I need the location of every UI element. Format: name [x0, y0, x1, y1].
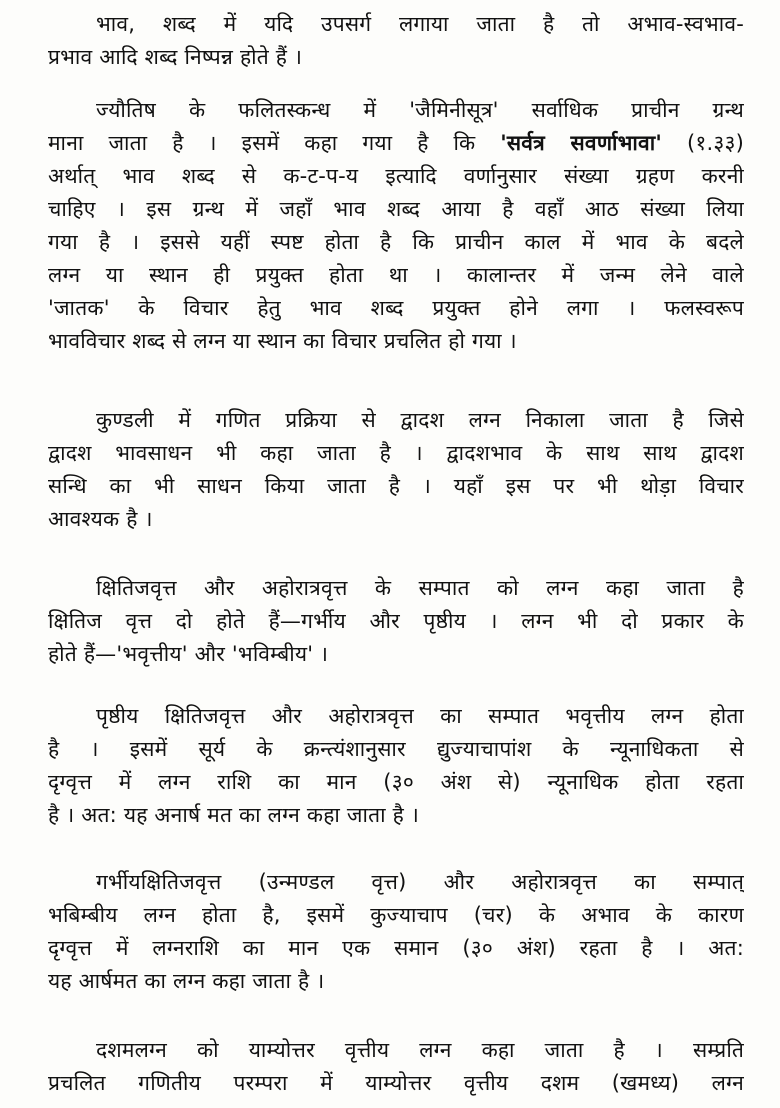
text-line: क्षितिज वृत्त दो होते हैं—गर्भीय और पृष्ठीय । लग्न भी दो प्रकार के: [48, 609, 744, 633]
paragraph-3: [48, 404, 744, 536]
text-line: दृग्वृत्त में लग्न राशि का मान (३० अंश से) न्यूनाधिक होता रहता: [48, 770, 744, 794]
sutra-quote: 'सर्वत्र सवर्णाभावा': [500, 131, 662, 155]
text-line: ज्यौतिष के फलितस्कन्ध में 'जैमिनीसूत्र' सर्वाधिक प्राचीन ग्रन्थ: [96, 98, 744, 122]
text-segment: माना जाता है । इसमें कहा गया है कि: [48, 131, 476, 155]
text-line: यह आर्षमत का लग्न कहा जाता है ।: [48, 969, 325, 993]
text-line: भावविचार शब्द से लग्न या स्थान का विचार प्रचलित हो गया ।: [48, 329, 517, 353]
text-line: सन्धि का भी साधन किया जाता है । यहाँ इस पर भी थोड़ा विचार: [48, 474, 744, 498]
text-line: भबिम्बीय लग्न होता है, इसमें कुज्याचाप (चर) के अभाव के कारण: [48, 903, 744, 927]
text-line-with-quote: [48, 127, 744, 160]
text-line: है । अत: यह अनार्ष मत का लग्न कहा जाता है ।: [48, 803, 419, 827]
text-line: दृग्वृत्त में लग्नराशि का मान एक समान (३० अंश) रहता है । अत:: [48, 936, 744, 960]
text-line: दशमलग्न को याम्योत्तर वृत्तीय लग्न कहा जाता है । सम्प्रति: [96, 1038, 744, 1062]
sutra-reference: (१.३३): [686, 131, 744, 155]
paragraph-5: [48, 700, 744, 832]
text-line: होते हैं—'भवृत्तीय' और 'भविम्बीय' ।: [48, 642, 329, 666]
paragraph-6: [48, 866, 744, 998]
text-line: आवश्यक है ।: [48, 507, 153, 531]
text-line: द्वादश भावसाधन भी कहा जाता है । द्वादशभाव के साथ साथ द्वादश: [48, 441, 744, 465]
text-line: क्षितिजवृत्त और अहोरात्रवृत्त के सम्पात को लग्न कहा जाता है: [96, 576, 744, 600]
text-line: अर्थात् भाव शब्द से क-ट-प-य इत्यादि वर्णानुसार संख्या ग्रहण करनी: [48, 164, 744, 188]
text-line: गया है । इससे यहीं स्पष्ट होता है कि प्राचीन काल में भाव के बदले: [48, 230, 744, 254]
text-line: प्रभाव आदि शब्द निष्पन्न होते हैं ।: [48, 45, 303, 69]
text-line: गर्भीयक्षितिजवृत्त (उन्मण्डल वृत्त) और अहोरात्रवृत्त का सम्पात्: [96, 870, 744, 894]
text-line: पृष्ठीय क्षितिजवृत्त और अहोरात्रवृत्त का सम्पात भवृत्तीय लग्न होता: [96, 704, 744, 728]
text-line: कुण्डली में गणित प्रक्रिया से द्वादश लग्न निकाला जाता है जिसे: [96, 408, 744, 432]
paragraph-7: [48, 1034, 744, 1100]
paragraph-1: [48, 8, 744, 74]
text-line: भाव, शब्द में यदि उपसर्ग लगाया जाता है तो अभाव-स्वभाव-: [96, 12, 744, 36]
text-line: 'जातक' के विचार हेतु भाव शब्द प्रयुक्त होने लगा । फलस्वरूप: [48, 296, 744, 320]
text-line: है । इसमें सूर्य के क्रन्त्यंशानुसार द्युज्याचापांश के न्यूनाधिकता से: [48, 737, 744, 761]
text-line: चाहिए । इस ग्रन्थ में जहाँ भाव शब्द आया है वहाँ आठ संख्या लिया: [48, 197, 744, 221]
paragraph-4: [48, 572, 744, 671]
paragraph-2: [48, 94, 744, 358]
text-line: प्रचलित गणितीय परम्परा में याम्योत्तर वृत्तीय दशम (खमध्य) लग्न: [48, 1071, 744, 1095]
text-line: लग्न या स्थान ही प्रयुक्त होता था । कालान्तर में जन्म लेने वाले: [48, 263, 744, 287]
